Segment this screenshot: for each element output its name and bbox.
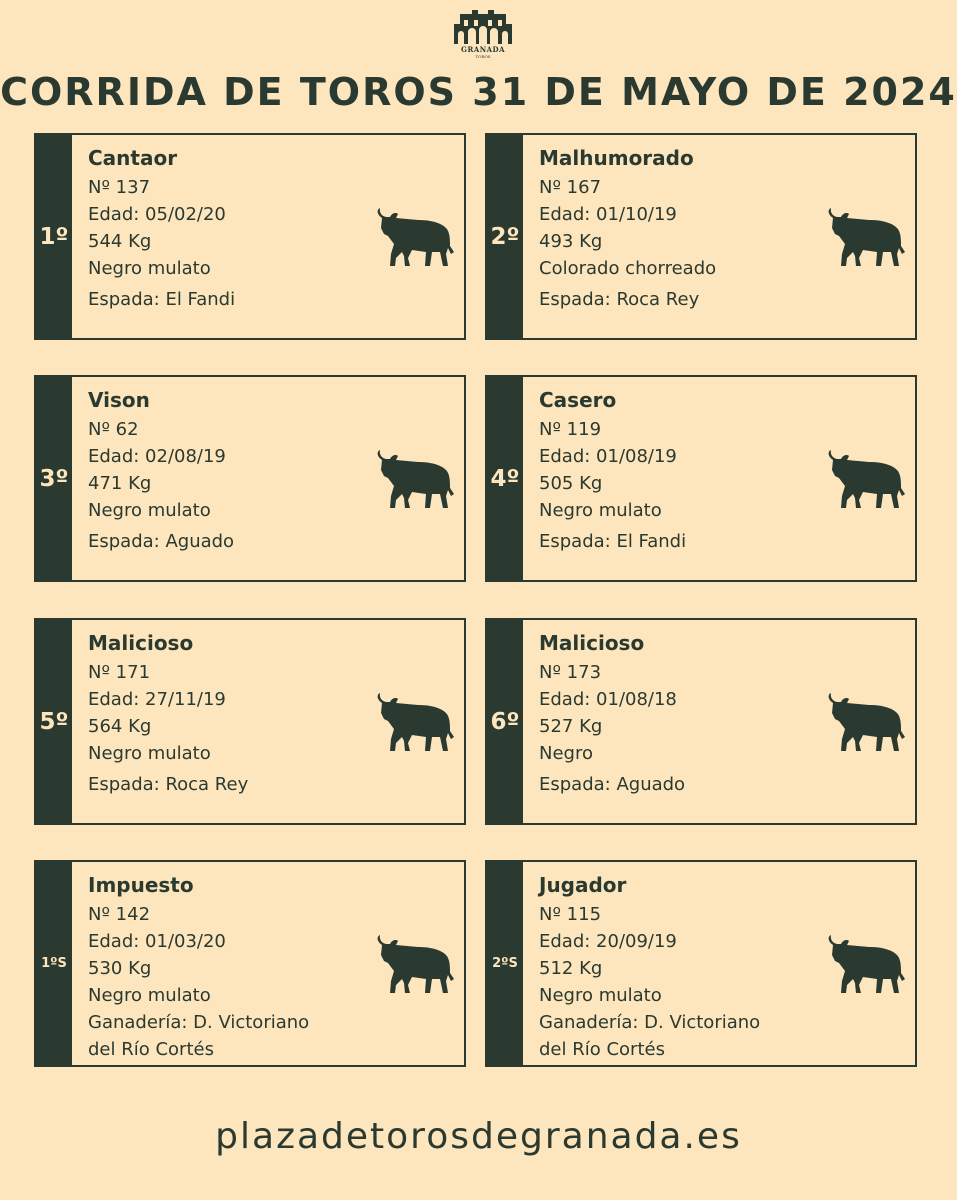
bull-ganaderia-cont: del Río Cortés [539, 1039, 665, 1060]
bull-icon [374, 450, 454, 512]
bull-card [34, 618, 466, 825]
bull-number: Nº 119 [539, 419, 602, 440]
bull-coat: Negro mulato [88, 743, 211, 764]
logo-subtext: TOROS [475, 54, 491, 59]
bull-icon [825, 693, 905, 755]
bull-order: 2ºS [487, 862, 523, 1065]
page-title: CORRIDA DE TOROS 31 DE MAYO DE 2024 [0, 70, 957, 114]
bull-number: Nº 137 [88, 177, 151, 198]
bull-name: Impuesto [88, 873, 194, 897]
bull-coat: Negro [539, 743, 593, 764]
bull-espada: Espada: El Fandi [539, 531, 687, 552]
bull-name: Jugador [539, 873, 627, 897]
granada-logo [448, 10, 518, 66]
bullring-icon [452, 10, 514, 46]
bull-name: Casero [539, 388, 617, 412]
bull-order: 2º [487, 135, 523, 338]
bull-weight: 527 Kg [539, 716, 603, 737]
bull-weight: 505 Kg [539, 473, 603, 494]
bull-age: Edad: 20/09/19 [539, 931, 677, 952]
bull-number: Nº 171 [88, 662, 151, 683]
bull-coat: Negro mulato [88, 985, 211, 1006]
bull-coat: Negro mulato [539, 985, 662, 1006]
logo-text: GRANADA [460, 45, 506, 54]
bull-icon [374, 935, 454, 997]
bull-order: 4º [487, 377, 523, 580]
bull-card [485, 375, 917, 582]
bull-name: Malicioso [88, 631, 194, 655]
bull-order: 1º [36, 135, 72, 338]
bull-number: Nº 173 [539, 662, 602, 683]
bull-icon [825, 450, 905, 512]
bull-info [88, 385, 364, 556]
bull-info [88, 143, 364, 314]
bull-info [539, 628, 815, 799]
bull-order: 5º [36, 620, 72, 823]
bull-number: Nº 167 [539, 177, 602, 198]
bull-espada: Espada: Roca Rey [88, 774, 249, 795]
bull-card [485, 860, 917, 1067]
bull-age: Edad: 01/03/20 [88, 931, 226, 952]
bull-order: 3º [36, 377, 72, 580]
bull-age: Edad: 05/02/20 [88, 204, 226, 225]
bull-name: Malhumorado [539, 146, 694, 170]
bull-coat: Negro mulato [88, 258, 211, 279]
bull-weight: 471 Kg [88, 473, 152, 494]
bull-age: Edad: 01/10/19 [539, 204, 677, 225]
bull-name: Malicioso [539, 631, 645, 655]
bull-age: Edad: 01/08/18 [539, 689, 677, 710]
bull-card [34, 375, 466, 582]
bull-icon [374, 208, 454, 270]
bull-espada: Espada: El Fandi [88, 289, 236, 310]
bull-espada: Espada: Aguado [539, 774, 686, 795]
website-url[interactable]: plazadetorosdegranada.es [215, 1116, 742, 1157]
bull-icon [374, 693, 454, 755]
bull-order: 1ºS [36, 862, 72, 1065]
bull-card [34, 860, 466, 1067]
bull-espada: Espada: Roca Rey [539, 289, 700, 310]
bull-number: Nº 142 [88, 904, 151, 925]
bull-age: Edad: 01/08/19 [539, 446, 677, 467]
bull-weight: 564 Kg [88, 716, 152, 737]
bull-coat: Colorado chorreado [539, 258, 717, 279]
bull-order: 6º [487, 620, 523, 823]
bull-coat: Negro mulato [539, 500, 662, 521]
bull-card [34, 133, 466, 340]
bull-icon [825, 935, 905, 997]
bull-weight: 544 Kg [88, 231, 152, 252]
bull-info [539, 870, 815, 1063]
bull-number: Nº 115 [539, 904, 602, 925]
bull-card [485, 618, 917, 825]
bull-espada: Ganadería: D. Victoriano [88, 1012, 310, 1033]
bull-name: Vison [88, 388, 150, 412]
bull-weight: 530 Kg [88, 958, 152, 979]
bull-info [88, 870, 364, 1063]
bull-weight: 493 Kg [539, 231, 603, 252]
bull-age: Edad: 02/08/19 [88, 446, 226, 467]
bull-icon [825, 208, 905, 270]
bull-coat: Negro mulato [88, 500, 211, 521]
bull-weight: 512 Kg [539, 958, 603, 979]
bull-name: Cantaor [88, 146, 178, 170]
bull-age: Edad: 27/11/19 [88, 689, 226, 710]
bull-card [485, 133, 917, 340]
bull-info [539, 385, 815, 556]
bull-info [88, 628, 364, 799]
bull-espada: Espada: Aguado [88, 531, 235, 552]
bull-espada: Ganadería: D. Victoriano [539, 1012, 761, 1033]
bull-ganaderia-cont: del Río Cortés [88, 1039, 214, 1060]
bull-number: Nº 62 [88, 419, 139, 440]
bull-info [539, 143, 815, 314]
